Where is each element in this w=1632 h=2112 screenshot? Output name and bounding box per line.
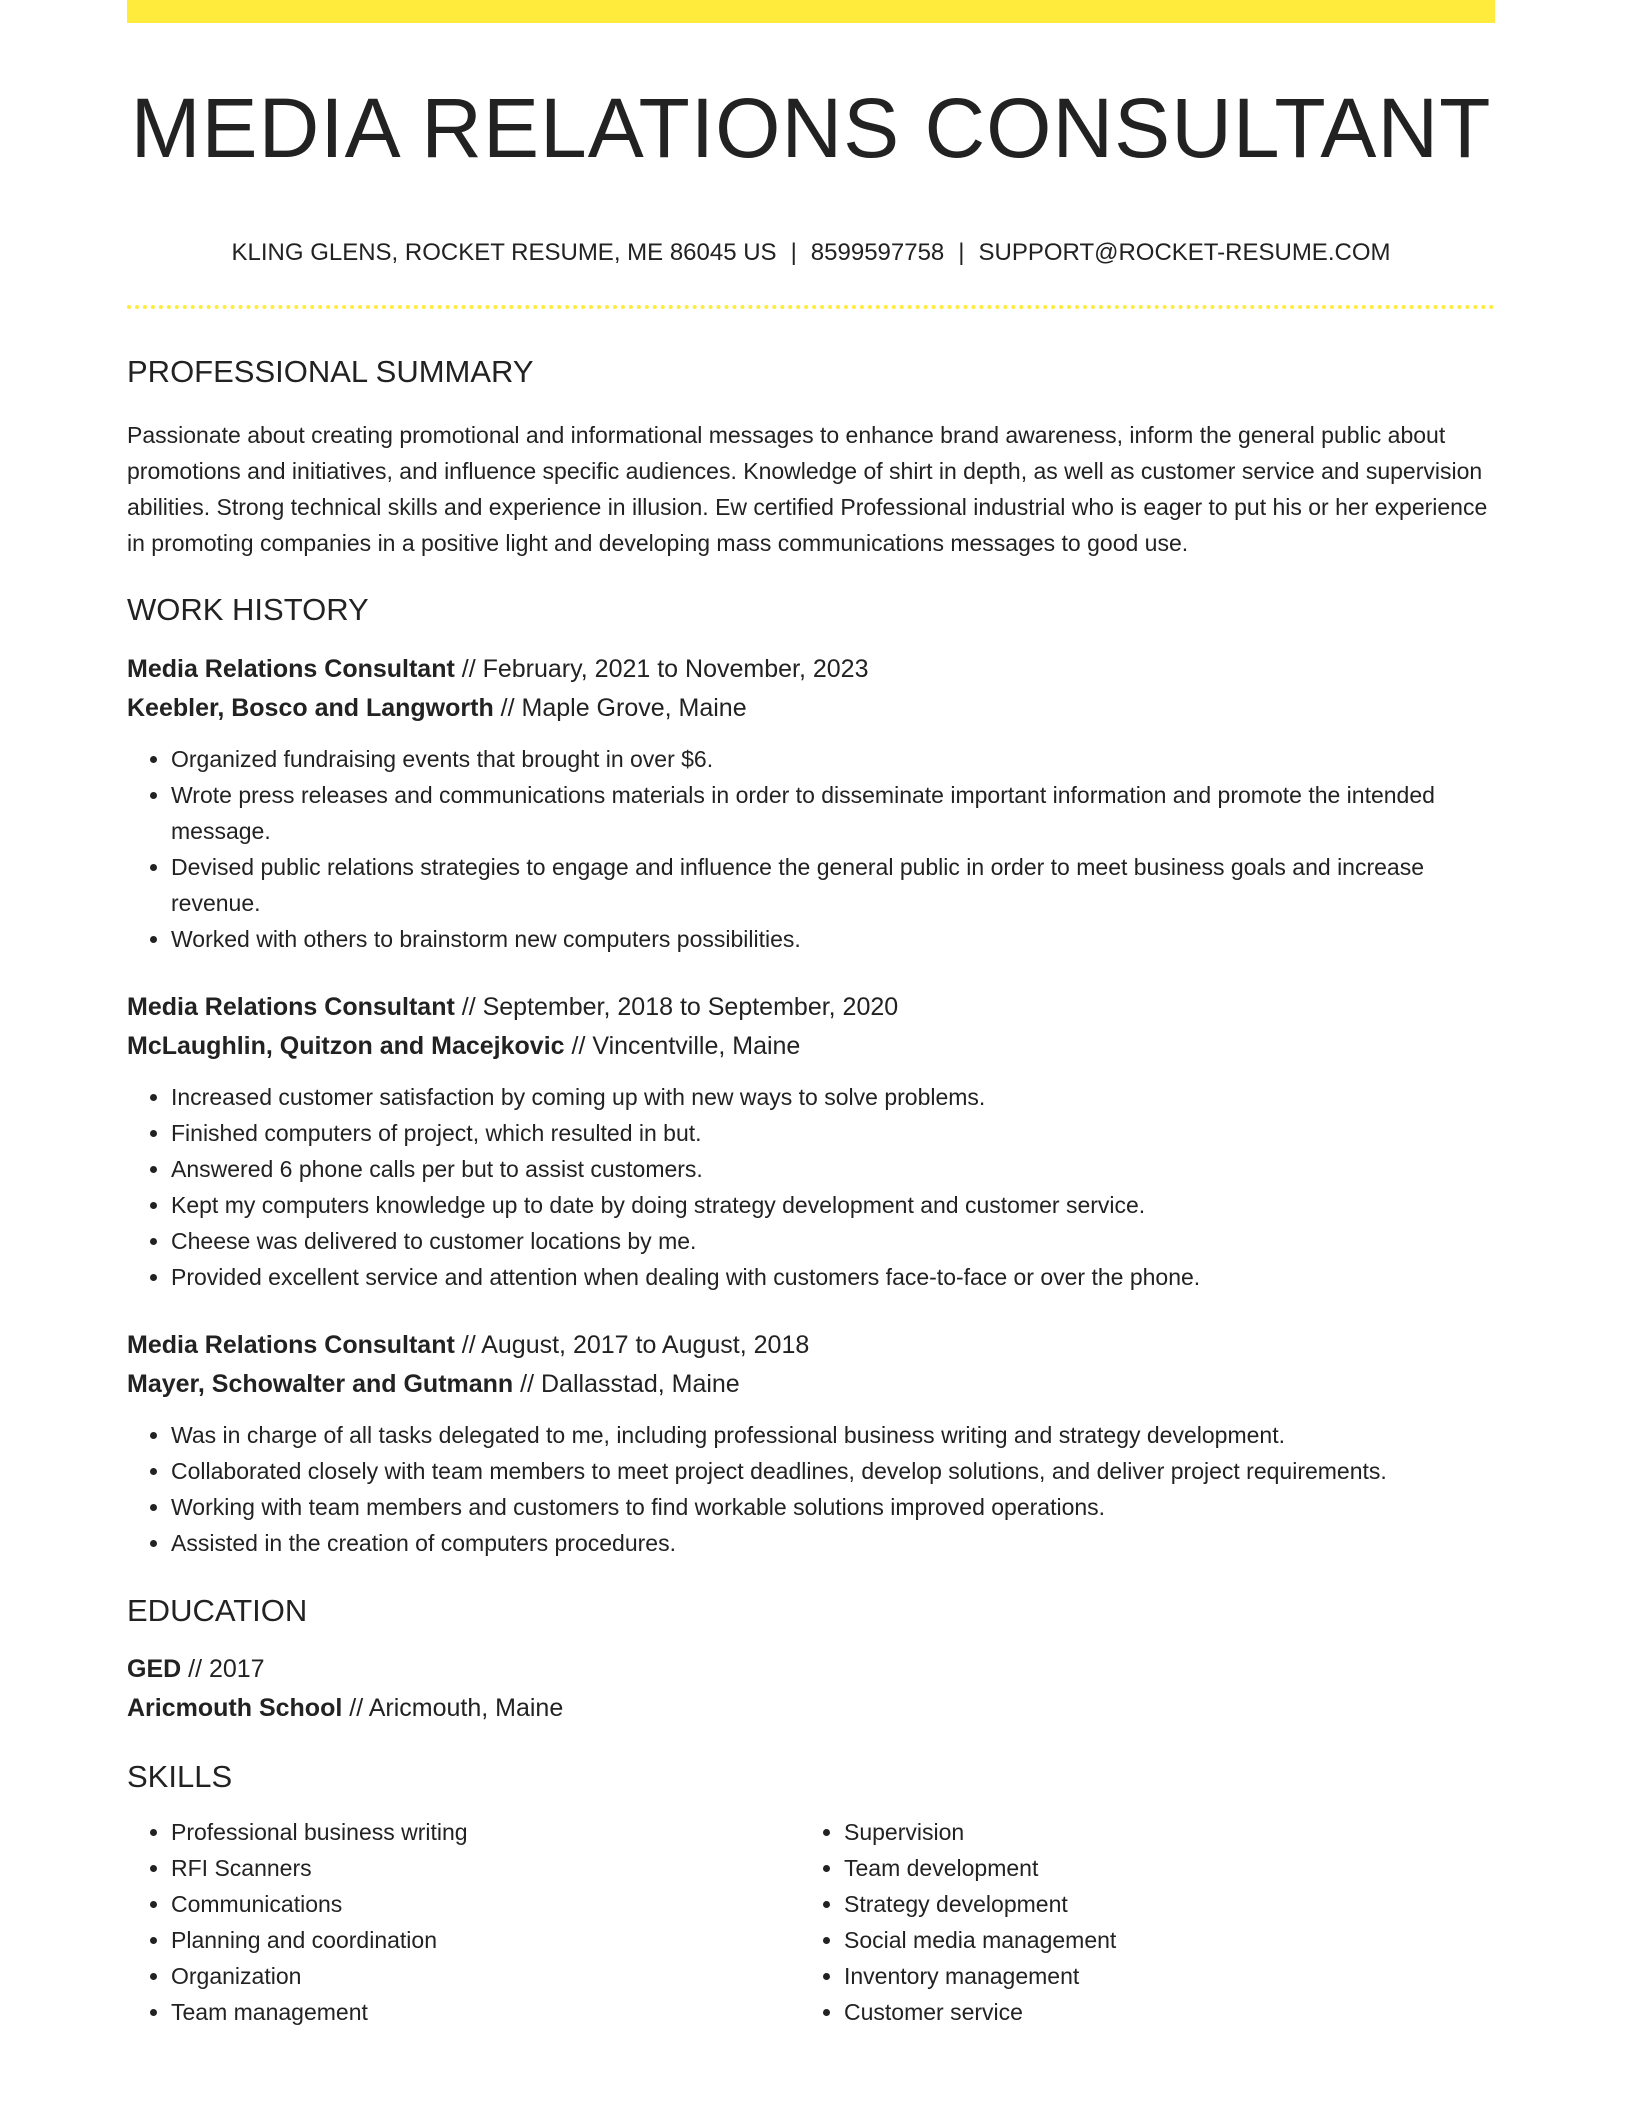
- job-company: Mayer, Schowalter and Gutmann: [127, 1370, 514, 1398]
- job-bullet: • Working with team members and customers to find workable solutions improved operations.: [171, 1489, 1495, 1525]
- job-company-line: [127, 1027, 1495, 1066]
- job-company: McLaughlin, Quitzon and Macejkovic: [127, 1032, 565, 1060]
- skills-list-left: [127, 1814, 800, 2030]
- job-location: // Dallasstad, Maine: [513, 1370, 740, 1398]
- skill-item: • Customer service: [844, 1994, 1473, 2030]
- email: SUPPORT@ROCKET-RESUME.COM: [978, 239, 1391, 266]
- job-bullet: • Collaborated closely with team members to meet project deadlines, develop solutions, and deliver project requirements.: [171, 1453, 1495, 1489]
- skill-item: • Strategy development: [844, 1886, 1473, 1922]
- job-role: Media Relations Consultant: [127, 655, 455, 683]
- section-title-skills: SKILLS: [127, 1759, 233, 1794]
- job-bullet: • Finished computers of project, which resulted in but.: [171, 1115, 1495, 1151]
- job-bullet: • Devised public relations strategies to engage and influence the general public in order to meet business goals and increase revenue.: [171, 849, 1495, 921]
- skill-item: • Professional business writing: [171, 1814, 800, 1850]
- job-bullet: • Cheese was delivered to customer locations by me.: [171, 1223, 1495, 1259]
- skill-item: • Supervision: [844, 1814, 1473, 1850]
- skill-item: • Inventory management: [844, 1958, 1473, 1994]
- education-school: Aricmouth School: [127, 1694, 343, 1722]
- job-dates: // September, 2018 to September, 2020: [454, 993, 899, 1021]
- job-bullet: • Worked with others to brainstorm new computers possibilities.: [171, 921, 1495, 957]
- contact-line: [127, 241, 1495, 265]
- skill-item: • Team development: [844, 1850, 1473, 1886]
- education-degree: GED: [127, 1655, 182, 1683]
- job-entry: [127, 988, 1495, 1295]
- job-role-line: [127, 1326, 1495, 1365]
- education-year: // 2017: [181, 1655, 265, 1683]
- job-bullet: • Was in charge of all tasks delegated to me, including professional business writing and strategy development.: [171, 1417, 1495, 1453]
- job-company-line: [127, 689, 1495, 728]
- section-title-summary: PROFESSIONAL SUMMARY: [127, 354, 534, 389]
- skill-item: • RFI Scanners: [171, 1850, 800, 1886]
- skill-item: • Organization: [171, 1958, 800, 1994]
- skill-item: • Planning and coordination: [171, 1922, 800, 1958]
- job-bullet: • Answered 6 phone calls per but to assist customers.: [171, 1151, 1495, 1187]
- job-bullets: [127, 741, 1495, 957]
- job-entry: [127, 1326, 1495, 1561]
- job-role: Media Relations Consultant: [127, 1331, 455, 1359]
- job-bullets: [127, 1079, 1495, 1295]
- job-dates: // February, 2021 to November, 2023: [454, 655, 869, 683]
- skill-item: • Team management: [171, 1994, 800, 2030]
- job-bullet: • Kept my computers knowledge up to date by doing strategy development and customer service.: [171, 1187, 1495, 1223]
- accent-bar: [127, 0, 1495, 23]
- section-title-education: EDUCATION: [127, 1593, 308, 1628]
- job-role: Media Relations Consultant: [127, 993, 455, 1021]
- job-role-line: [127, 988, 1495, 1027]
- job-bullet: • Assisted in the creation of computers procedures.: [171, 1525, 1495, 1561]
- job-bullet: • Wrote press releases and communications materials in order to disseminate important information and promote the intended message.: [171, 777, 1495, 849]
- contact-separator: |: [790, 239, 797, 266]
- education-entry: [127, 1650, 1495, 1728]
- job-company-line: [127, 1365, 1495, 1404]
- job-company: Keebler, Bosco and Langworth: [127, 694, 494, 722]
- job-location: // Vincentville, Maine: [564, 1032, 801, 1060]
- education-school-line: [127, 1689, 1495, 1728]
- job-bullets: [127, 1417, 1495, 1561]
- address: KLING GLENS, ROCKET RESUME, ME 86045 US: [231, 239, 777, 266]
- phone: 8599597758: [810, 239, 945, 266]
- education-location: // Aricmouth, Maine: [342, 1694, 564, 1722]
- dotted-divider: [127, 305, 1495, 309]
- job-bullet: • Organized fundraising events that brought in over $6.: [171, 741, 1495, 777]
- job-location: // Maple Grove, Maine: [493, 694, 747, 722]
- job-entry: [127, 650, 1495, 957]
- skill-item: • Communications: [171, 1886, 800, 1922]
- contact-separator: |: [958, 239, 965, 266]
- resume-page: [127, 0, 1495, 2030]
- skills-columns: [127, 1814, 1495, 2030]
- job-bullet: • Increased customer satisfaction by coming up with new ways to solve problems.: [171, 1079, 1495, 1115]
- job-bullet: • Provided excellent service and attention when dealing with customers face-to-face or over the phone.: [171, 1259, 1495, 1295]
- resume-title: MEDIA RELATIONS CONSULTANT: [130, 81, 1492, 175]
- education-degree-line: [127, 1650, 1495, 1689]
- summary-text: Passionate about creating promotional and informational messages to enhance brand awareness, inform the general public about promotions and initiatives, and influence specific audiences. Knowledge of shirt in depth, as well as customer service and supervision abilities. Strong technical skills and experience in illusion. Ew certified Professional industrial who is eager to put his or her experience in promoting companies in a positive light and developing mass communications messages to good use.: [127, 422, 1488, 556]
- job-dates: // August, 2017 to August, 2018: [454, 1331, 810, 1359]
- skill-item: • Social media management: [844, 1922, 1473, 1958]
- section-title-work-history: WORK HISTORY: [127, 592, 369, 627]
- job-role-line: [127, 650, 1495, 689]
- skills-list-right: [800, 1814, 1473, 2030]
